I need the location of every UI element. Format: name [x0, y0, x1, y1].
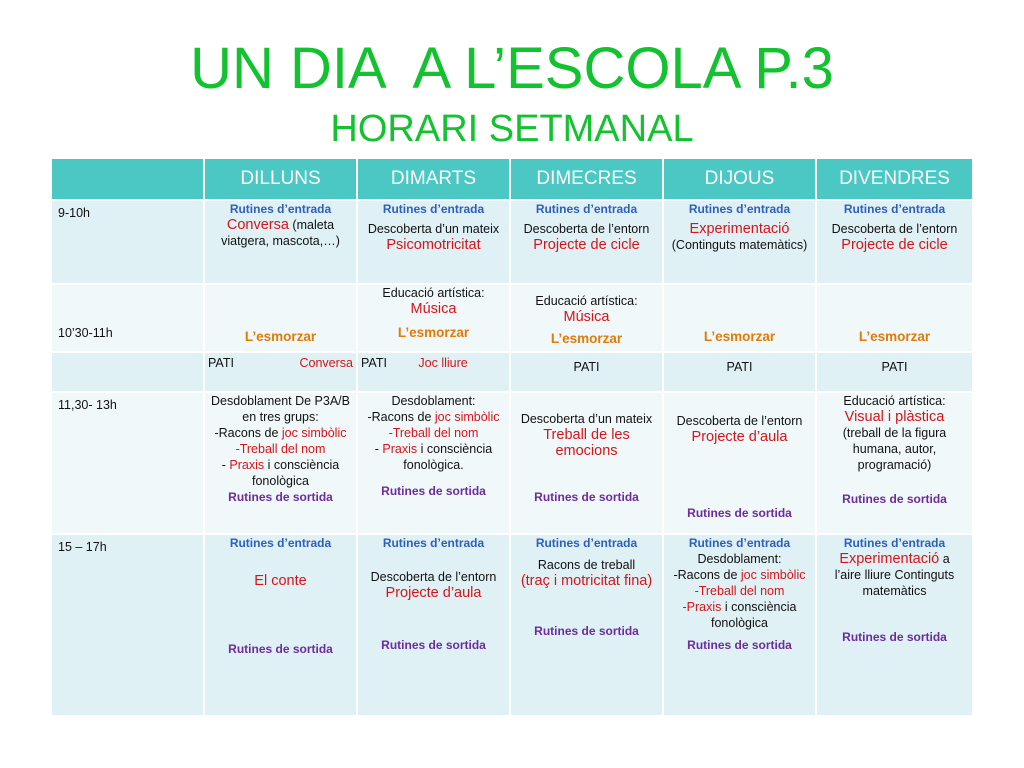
activity-red: Psicomotricitat: [386, 237, 481, 253]
activity-text: Descoberta d’un mateix: [367, 222, 500, 236]
activity-red: Conversa: [226, 217, 289, 233]
pati-label: PATI: [573, 360, 600, 374]
activity-text: Descoberta de l’entorn: [370, 570, 497, 584]
cell-dimecres-1130: [510, 392, 663, 534]
cell-dijous-1030: [663, 284, 816, 352]
activity-red: Praxis: [229, 458, 265, 472]
header-dijous: DIJOUS: [663, 158, 816, 200]
activity-red: Experimentació: [689, 221, 790, 237]
time-cell: 10’30-11h: [51, 284, 204, 352]
cell-dimecres-1030: [510, 284, 663, 352]
rutines-sortida: Rutines de sortida: [534, 490, 639, 504]
activity-red: El conte: [254, 573, 307, 589]
activity-text: -Racons de: [673, 568, 741, 582]
esmorzar-label: L’esmorzar: [703, 329, 776, 344]
cell-dilluns-15: [204, 534, 357, 716]
activity-text: Educació artística:: [843, 394, 946, 408]
rutines-sortida: Rutines de sortida: [534, 624, 639, 638]
activity-text: Descoberta de l’entorn: [523, 222, 650, 236]
rutines-entrada: Rutines d’entrada: [382, 202, 485, 216]
activity-red: -Treball del nom: [694, 584, 785, 598]
cell-dilluns-pati: [204, 352, 357, 392]
rutines-entrada: Rutines d’entrada: [843, 536, 946, 550]
activity-note: l’aire lliure Continguts matemàtics: [834, 568, 955, 598]
cell-dimarts-9: [357, 200, 510, 284]
activity-red: Projecte d’aula: [385, 585, 482, 601]
cell-divendres-9: [816, 200, 973, 284]
table-row: [51, 392, 973, 534]
rutines-sortida: Rutines de sortida: [228, 490, 333, 504]
cell-dilluns-9: [204, 200, 357, 284]
cell-dimarts-pati: [357, 352, 510, 392]
header-dimecres: DIMECRES: [510, 158, 663, 200]
activity-red: joc simbòlic: [434, 410, 500, 424]
rutines-entrada: Rutines d’entrada: [382, 536, 485, 550]
header-row: [51, 158, 973, 200]
cell-dilluns-1130: [204, 392, 357, 534]
cell-divendres-1130: [816, 392, 973, 534]
cell-dijous-pati: [663, 352, 816, 392]
activity-red: Projecte de cicle: [841, 237, 948, 253]
time-cell: 15 – 17h: [51, 534, 204, 716]
cell-divendres-1030: [816, 284, 973, 352]
activity-text: i consciència fonològica.: [403, 442, 493, 472]
cell-dimecres-pati: [510, 352, 663, 392]
rutines-sortida: Rutines de sortida: [381, 484, 486, 498]
activity-text: Educació artística:: [535, 294, 638, 308]
activity-text: Descoberta de l’entorn: [676, 414, 803, 428]
activity-note: (maleta viatgera, mascota,…): [221, 218, 340, 248]
header-dimarts: DIMARTS: [357, 158, 510, 200]
cell-dimarts-1030: [357, 284, 510, 352]
activity-text: Descoberta d’un mateix: [520, 412, 653, 426]
activity-text: -Racons de: [367, 410, 435, 424]
cell-dimarts-1130: [357, 392, 510, 534]
activity-red: Praxis: [382, 442, 418, 456]
rutines-sortida: Rutines de sortida: [687, 506, 792, 520]
cell-divendres-15: [816, 534, 973, 716]
pati-label: PATI: [881, 360, 908, 374]
rutines-entrada: Rutines d’entrada: [229, 536, 332, 550]
activity-red: Música: [410, 301, 457, 317]
activity-red: (traç i motricitat fina): [520, 573, 653, 589]
esmorzar-label: L’esmorzar: [244, 329, 317, 344]
rutines-sortida: Rutines de sortida: [228, 642, 333, 656]
page-subtitle: HORARI SETMANAL: [330, 108, 694, 150]
activity-red: Visual i plàstica: [844, 409, 945, 425]
rutines-sortida: Rutines de sortida: [687, 638, 792, 652]
activity-red: Música: [563, 309, 610, 325]
cell-dilluns-1030: [204, 284, 357, 352]
cell-dijous-9: [663, 200, 816, 284]
activity-text: Desdoblament:: [697, 552, 782, 566]
esmorzar-label: L’esmorzar: [858, 329, 931, 344]
activity-red: Joc lliure: [418, 356, 468, 370]
cell-divendres-pati: [816, 352, 973, 392]
activity-red: joc simbòlic: [281, 426, 347, 440]
time-cell: 11,30- 13h: [51, 392, 204, 534]
rutines-entrada: Rutines d’entrada: [229, 202, 332, 216]
activity-text: -: [221, 458, 230, 472]
activity-red: Projecte de cicle: [533, 237, 640, 253]
activity-text: Desdoblament:: [391, 394, 476, 408]
rutines-entrada: Rutines d’entrada: [535, 536, 638, 550]
rutines-sortida: Rutines de sortida: [842, 630, 947, 644]
activity-text: i consciència fonològica: [711, 600, 797, 630]
rutines-entrada: Rutines d’entrada: [535, 202, 638, 216]
activity-red: Experimentació: [839, 551, 940, 567]
schedule-table: [50, 157, 974, 717]
table-row: [51, 534, 973, 716]
page-title: UN DIA A L’ESCOLA P.3: [190, 36, 834, 101]
activity-red: -Praxis: [682, 600, 722, 614]
rutines-entrada: Rutines d’entrada: [688, 202, 791, 216]
table-row: [51, 200, 973, 284]
pati-label: PATI: [361, 356, 387, 370]
activity-red: -Treball del nom: [388, 426, 479, 440]
activity-text: Desdoblament De P3A/B en tres grups:: [211, 394, 350, 424]
header-divendres: DIVENDRES: [816, 158, 973, 200]
rutines-entrada: Rutines d’entrada: [688, 536, 791, 550]
cell-dijous-1130: [663, 392, 816, 534]
activity-text: a: [939, 552, 950, 566]
cell-dimecres-15: [510, 534, 663, 716]
activity-note: (Continguts matemàtics): [671, 238, 808, 252]
cell-dimecres-9: [510, 200, 663, 284]
activity-text: -: [374, 442, 383, 456]
pati-label: PATI: [208, 356, 234, 370]
activity-red: joc simbòlic: [740, 568, 806, 582]
pati-label: PATI: [726, 360, 753, 374]
activity-red: -Treball del nom: [235, 442, 326, 456]
activity-text: i consciència fonològica: [252, 458, 340, 488]
activity-text: -Racons de: [214, 426, 282, 440]
header-corner: [51, 158, 204, 200]
rutines-entrada: Rutines d’entrada: [843, 202, 946, 216]
esmorzar-label: L’esmorzar: [397, 325, 470, 340]
activity-red: Treball de les emocions: [543, 427, 630, 459]
activity-red: Conversa: [299, 356, 353, 370]
table-row: [51, 352, 973, 392]
rutines-sortida: Rutines de sortida: [842, 492, 947, 506]
rutines-sortida: Rutines de sortida: [381, 638, 486, 652]
activity-note: (treball de la figura humana, autor, programació): [842, 426, 947, 472]
time-cell: 9-10h: [51, 200, 204, 284]
activity-text: Descoberta de l’entorn: [831, 222, 958, 236]
esmorzar-label: L’esmorzar: [550, 331, 623, 346]
cell-dimarts-15: [357, 534, 510, 716]
header-dilluns: DILLUNS: [204, 158, 357, 200]
activity-text: Racons de treball: [537, 558, 636, 572]
activity-red: Projecte d’aula: [691, 429, 788, 445]
table-row: [51, 284, 973, 352]
time-cell-empty: [51, 352, 204, 392]
cell-dijous-15: [663, 534, 816, 716]
activity-text: Educació artística:: [382, 286, 485, 300]
